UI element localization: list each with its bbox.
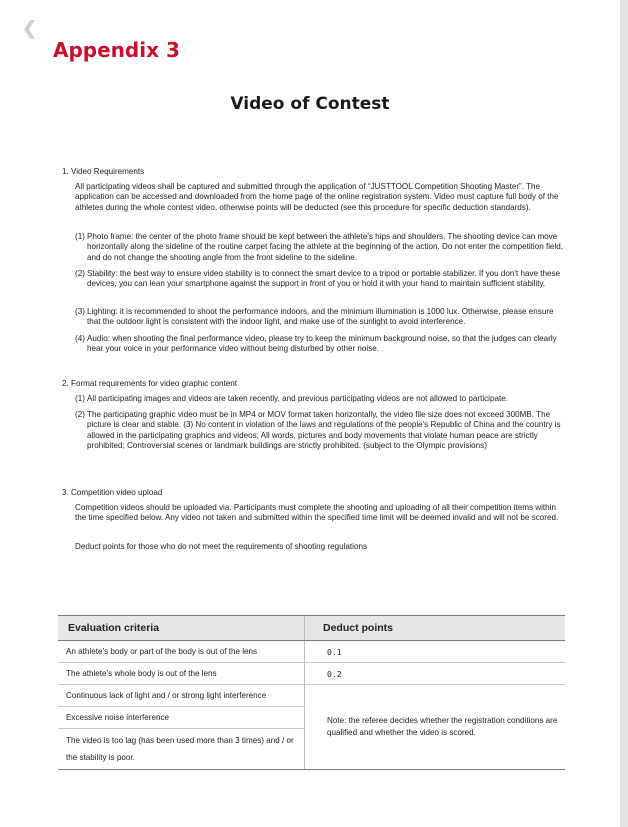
- list-item-text: Lighting: it is recommended to shoot the performance indoors, and the minimum illumination is 1000 lux. Otherwise, please ensure that the outdoor light is consistent with the indoor light, and make use of the sunlight to avoid interference.: [87, 307, 554, 327]
- chevron-left-icon[interactable]: ❮: [22, 18, 38, 38]
- list-item-number: (3): [75, 307, 85, 316]
- referee-note: Note: the referee decides whether the registration conditions are qualified and whether the video is scored.: [305, 685, 566, 770]
- list-item-number: (2): [75, 410, 85, 419]
- points-cell: 0.2: [305, 663, 566, 685]
- table-row: [58, 663, 565, 685]
- table-row: [58, 685, 565, 707]
- criteria-cell: An athlete’s body or part of the body is out of the lens: [58, 641, 305, 663]
- table-header-points: Deduct points: [305, 616, 566, 641]
- list-item-number: (4): [75, 334, 85, 343]
- list-item-text: Photo frame: the center of the photo frame should be kept between the athlete's hips and shoulders. The shooting device can move horizontally along the sideline of the routine carpet facing the athlete at the beginning of the action. Do not enter the competition field, and do not change the shooting angle from the front sideline to the sideline.: [87, 232, 564, 262]
- criteria-cell: The video is too lag (has been used more than 3 times) and / or the stability is poor.: [58, 729, 305, 770]
- page-title: Video of Contest: [230, 94, 390, 114]
- points-cell: 0.1: [305, 641, 566, 663]
- criteria-cell: Excessive noise interference: [58, 707, 305, 729]
- list-item: [75, 334, 567, 355]
- list-item-text: Audio: when shooting the final performance video, please try to keep the minimum background noise, so that the judges can clearly hear your voice in your performance video without being disturbed by other noise.: [87, 334, 557, 354]
- section-note: Deduct points for those who do not meet the requirements of shooting regulations: [75, 542, 367, 551]
- list-item: [75, 269, 567, 290]
- section-heading: 3. Competition video upload: [62, 488, 163, 497]
- list-item-text: All participating images and videos are taken recently, and previous participating videos are not allowed to participate.: [87, 394, 508, 403]
- section-paragraph: Competition videos should be uploaded via. Participants must complete the shooting and uploading of all their competition items within the time specified below. Any video not taken and submitted within the specified time limit will be deemed invalid and will not be scored.: [75, 503, 559, 523]
- list-item-number: (2): [75, 269, 85, 278]
- section-heading: 1. Video Requirements: [62, 167, 145, 176]
- section-paragraph: All participating videos shall be captured and submitted through the application of “JUSTTOOL Competition Shooting Master”. The application can be accessed and downloaded from the home page of the online registration system. Video must capture full body of the athletes during the whole contest video, otherwise points will be deducted (see this procedure for specific deduction standards).: [75, 182, 559, 212]
- list-item: [75, 232, 567, 263]
- list-item-number: (1): [75, 394, 85, 403]
- appendix-label: Appendix 3: [53, 38, 180, 62]
- criteria-cell: The athlete’s whole body is out of the lens: [58, 663, 305, 685]
- list-item: [75, 394, 567, 404]
- list-item-text: The participating graphic video must be in MP4 or MOV format taken horizontally, the video file size does not exceed 300MB. The picture is clear and stable. (3) No content in violation of the laws and regulations of the people's Republic of China and the country is allowed in the participating graphics and videos; All words, pictures and body movements that violate human peace are strictly prohibited; Controversial scenes or landmark buildings are strictly prohibited. (subject to the Olympic provisions): [87, 410, 561, 451]
- list-item-number: (1): [75, 232, 85, 241]
- evaluation-table: [58, 615, 565, 770]
- list-item: [75, 307, 567, 328]
- section-heading: 2. Format requirements for video graphic content: [62, 379, 237, 388]
- list-item-text: Stability: the best way to ensure video stability is to connect the smart device to a tripod or portable stabilizer. If you don't have these devices, you can lean your smartphone against the support in front of you or hold it with your hand to maintain sufficient stability.: [87, 269, 561, 289]
- table-header-criteria: Evaluation criteria: [58, 616, 305, 641]
- list-item: [75, 410, 567, 452]
- table-row: [58, 641, 565, 663]
- page-edge: [620, 0, 628, 827]
- criteria-cell: Continuous lack of light and / or strong light interference: [58, 685, 305, 707]
